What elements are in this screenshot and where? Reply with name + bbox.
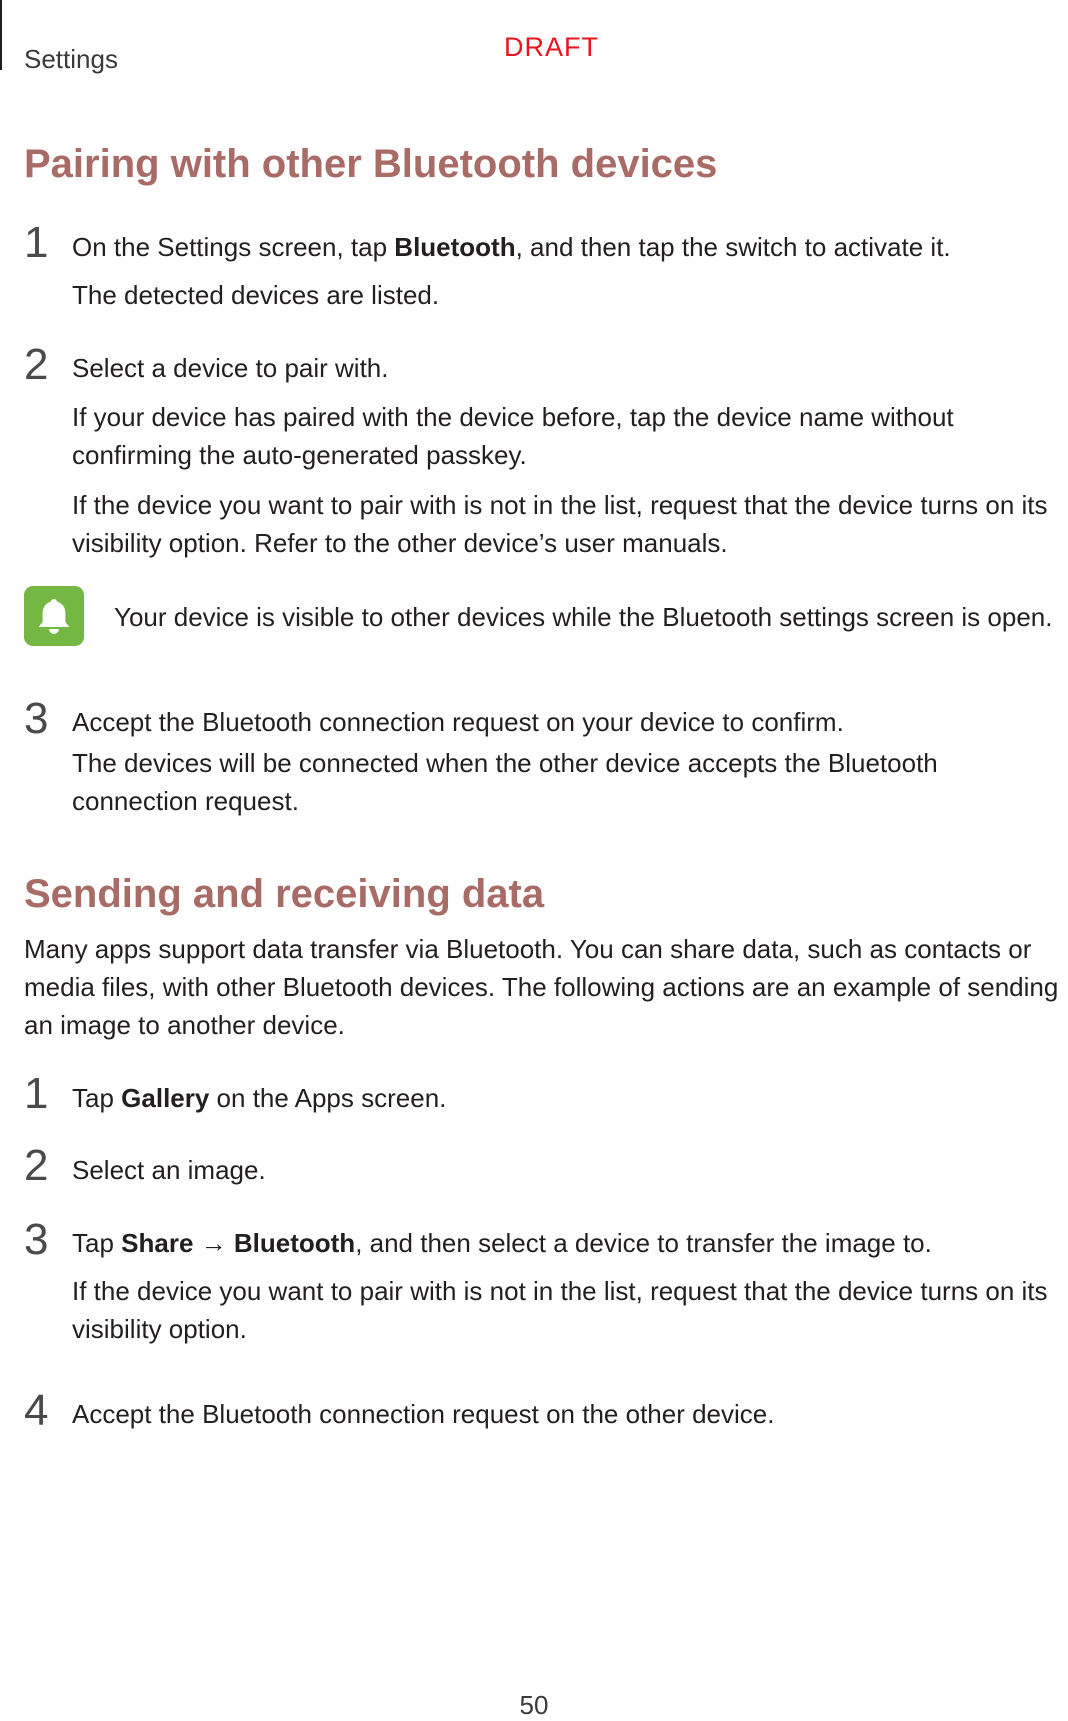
step-number: 2 xyxy=(24,1141,49,1190)
section-title-sending: Sending and receiving data xyxy=(24,872,545,916)
running-header: Settings xyxy=(24,44,118,74)
section-intro: Many apps support data transfer via Bluetooth. You can share data, such as contacts or media files, with other Bluetooth devices. The following actions are an example of sending an image to another device. xyxy=(24,934,1059,1040)
step-text: Accept the Bluetooth connection request on the other device. xyxy=(72,1399,775,1429)
step-number: 2 xyxy=(24,340,49,389)
page-corner-mark xyxy=(0,0,2,70)
step-text: Select an image. xyxy=(72,1155,266,1185)
section-title-pairing: Pairing with other Bluetooth devices xyxy=(24,142,718,186)
ui-term-share: Share xyxy=(121,1228,194,1258)
step-text: Accept the Bluetooth connection request on your device to confirm. xyxy=(72,707,844,737)
step-text: Tap Gallery on the Apps screen. xyxy=(72,1083,447,1113)
draft-watermark: DRAFT xyxy=(504,32,599,62)
step-text: Tap Share → Bluetooth, and then select a device to transfer the image to. xyxy=(72,1228,932,1258)
step-detail: The detected devices are listed. xyxy=(72,280,440,310)
page-number: 50 xyxy=(519,1690,549,1720)
ui-term-bluetooth: Bluetooth xyxy=(233,1228,356,1258)
bell-icon xyxy=(24,586,84,646)
step-number: 1 xyxy=(24,218,49,267)
step-number: 3 xyxy=(24,694,49,743)
step-detail: The devices will be connected when the other device accepts the Bluetooth connection request. xyxy=(72,748,938,816)
step-text: On the Settings screen, tap Bluetooth, and then tap the switch to activate it. xyxy=(72,232,951,262)
step-text: Select a device to pair with. xyxy=(72,353,389,383)
step-detail: If your device has paired with the device before, tap the device name without confirming the auto-generated passkey. xyxy=(72,402,954,470)
step-number: 4 xyxy=(24,1386,49,1435)
arrow-icon: → xyxy=(193,1228,234,1258)
step-number: 3 xyxy=(24,1215,49,1264)
note-text: Your device is visible to other devices while the Bluetooth settings screen is open. xyxy=(114,602,1053,632)
step-number: 1 xyxy=(24,1069,49,1118)
step-detail: If the device you want to pair with is not in the list, request that the device turns on its visibility option. xyxy=(72,1276,1048,1344)
ui-term-gallery: Gallery xyxy=(121,1083,210,1113)
step-detail: If the device you want to pair with is not in the list, request that the device turns on its visibility option. Refer to the other device’s user manuals. xyxy=(72,490,1048,558)
ui-term-bluetooth: Bluetooth xyxy=(394,232,516,262)
